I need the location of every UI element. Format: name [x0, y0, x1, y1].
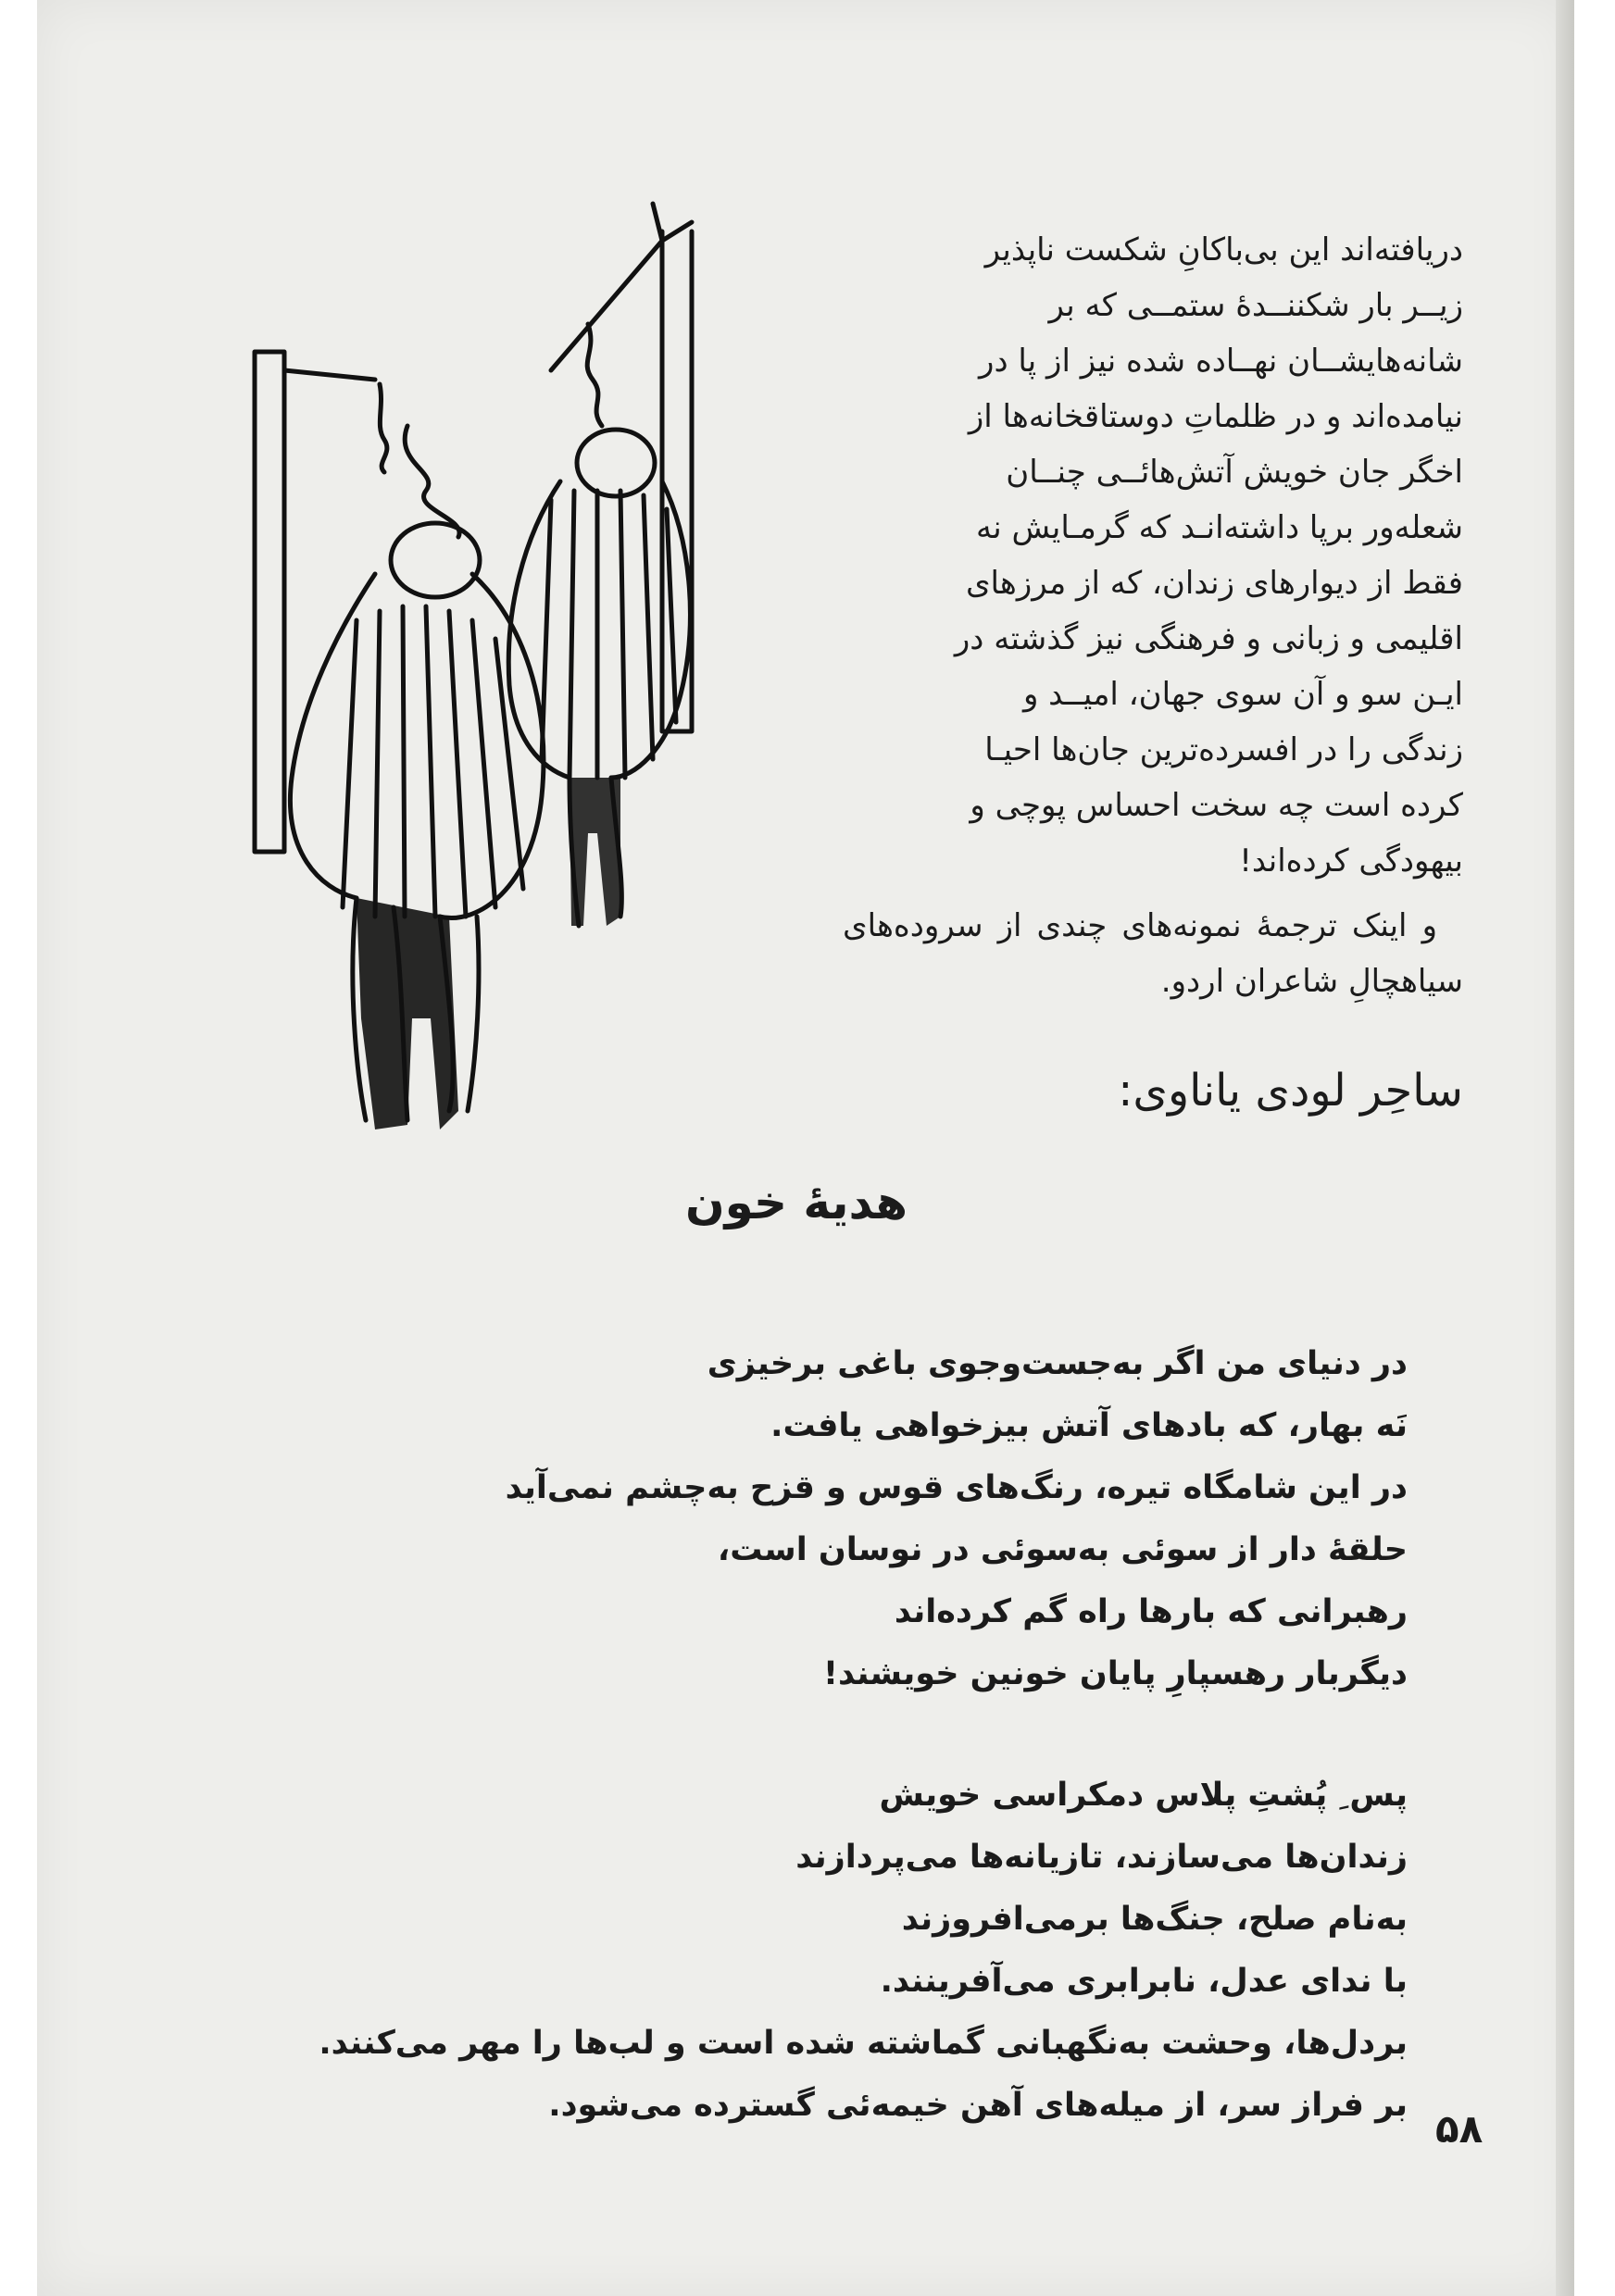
stanza-2 — [250, 1765, 1408, 2137]
poet-name: ساحِر لودی یاناوی: — [1118, 1065, 1463, 1117]
intro-paragraph — [843, 222, 1463, 1009]
page — [37, 0, 1574, 2296]
poem-line: نَه بهار، که بادهای آتش بیزخواهی یافت. — [770, 1407, 1408, 1444]
intro-line: اخگر جان خویش آتش‌هائــی چنــان — [1006, 454, 1463, 491]
poem-line: در دنیای من اگر به‌جست‌وجوی باغی برخیزی — [707, 1345, 1408, 1382]
poem-line: دیگربار رهسپارِ پایان خونین خویشند! — [823, 1655, 1408, 1692]
intro-line: شعله‌ور برپا داشته‌انـد که گرمـایش نه — [976, 509, 1463, 546]
intro-line: اقلیمی و زبانی و فرهنگی نیز گذشته در — [954, 620, 1463, 657]
poem-line: به‌نام صلح، جنگ‌ها برمی‌افروزند — [901, 1901, 1408, 1938]
poem-line: پس ِ پُشتِ پلاس دمکراسی خویش — [879, 1777, 1408, 1814]
page-fold-edge — [1556, 0, 1574, 2296]
poem-line: در این شامگاه تیره، رنگ‌های قوس و قزح به‌چشم نمی‌آید — [505, 1469, 1408, 1506]
intro-line: کرده است چه سخت احساس پوچی و — [970, 787, 1463, 824]
page-number: ۵۸ — [1435, 2106, 1484, 2152]
intro-line: بیهودگی کرده‌اند! — [1239, 842, 1463, 880]
poem-title: هدیهٔ خون — [684, 1176, 908, 1229]
poem-line: رهبرانی که بارها راه گم کرده‌اند — [894, 1593, 1408, 1630]
poem-body — [250, 1333, 1408, 2137]
intro-line: شانه‌هایشــان نهــاده شده نیز از پا در — [979, 343, 1463, 380]
intro-line: نیامده‌اند و در ظلماتِ دوستاقخانه‌ها از — [968, 398, 1463, 435]
intro-line: فقط از دیوارهای زندان، که از مرزهای — [965, 565, 1463, 602]
stanza-1 — [250, 1333, 1408, 1705]
hanged-prisoners-illustration — [245, 185, 773, 1139]
poem-line: بر فراز سر، از میله‌های آهن خیمه‌ئی گسترده می‌شود. — [548, 2087, 1408, 2124]
intro-line: دریافته‌اند این بی‌باکانِ شکست ناپذیر — [984, 231, 1463, 268]
poem-line: بردل‌ها، وحشت به‌نگهبانی گماشته شده است و لب‌ها را مهر می‌کنند. — [319, 2025, 1408, 2062]
intro-line: زیــر بار شکننــدهٔ ستمــی که بر — [1048, 287, 1463, 324]
intro-line: زندگی را در افسرده‌ترین جان‌ها احیـا — [984, 731, 1463, 768]
intro-closing: و اینک ترجمهٔ نمونه‌های چندی از سروده‌های سیاهچالِ شاعران اردو. — [843, 907, 1463, 1000]
poem-line: با ندای عدل، نابرابری می‌آفرینند. — [880, 1963, 1408, 2000]
poem-line: زندان‌ها می‌سازند، تازیانه‌ها می‌پردازند — [795, 1839, 1408, 1876]
poem-line: حلقهٔ دار از سوئی به‌سوئی در نوسان است، — [717, 1531, 1408, 1568]
intro-line: ایـن سو و آن سوی جهان، امیــد و — [1022, 676, 1463, 713]
